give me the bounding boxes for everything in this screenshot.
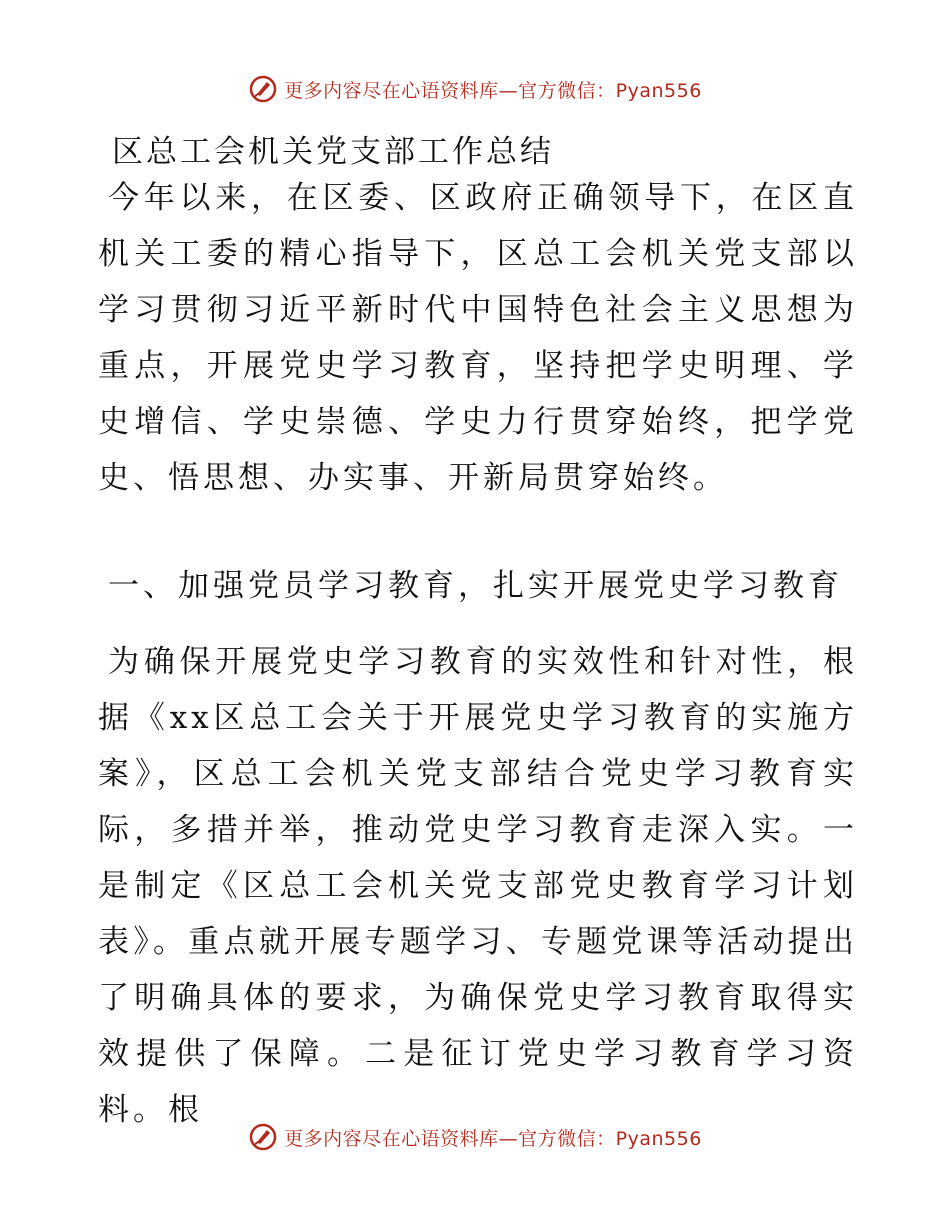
- document-title: 区总工会机关党支部工作总结: [112, 134, 554, 170]
- section-heading-1: 一、加强党员学习教育，扎实开展党史学习教育: [108, 568, 843, 604]
- header-watermark: [0, 74, 950, 104]
- pen-swirl-logo-icon: [248, 74, 278, 104]
- watermark-text: 更多内容尽在心语资料库—官方微信：Pyan556: [284, 1127, 702, 1150]
- watermark-text: 更多内容尽在心语资料库—官方微信：Pyan556: [284, 79, 702, 102]
- pen-swirl-logo-icon: [248, 1122, 278, 1152]
- paragraph-intro: 今年以来，在区委、区政府正确领导下，在区直机关工委的精心指导下，区总工会机关党支部以学习贯彻习近平新时代中国特色社会主义思想为重点，开展党史学习教育，坚持把学史明理、学史增信、学史崇德、学史力行贯穿始终，把学党史、悟思想、办实事、开新局贯穿始终。: [98, 180, 858, 496]
- paragraph-section-1: 为确保开展党史学习教育的实效性和针对性，根据《xx区总工会关于开展党史学习教育的实施方案》，区总工会机关党支部结合党史学习教育实际，多措并举，推动党史学习教育走深入实。一是制定《区总工会机关党支部党史教育学习计划表》。重点就开展专题学习、专题党课等活动提出了明确具体的要求，为确保党史学习教育取得实效提供了保障。二是征订党史学习教育学习资料。根: [98, 644, 858, 1128]
- footer-watermark: [0, 1122, 950, 1152]
